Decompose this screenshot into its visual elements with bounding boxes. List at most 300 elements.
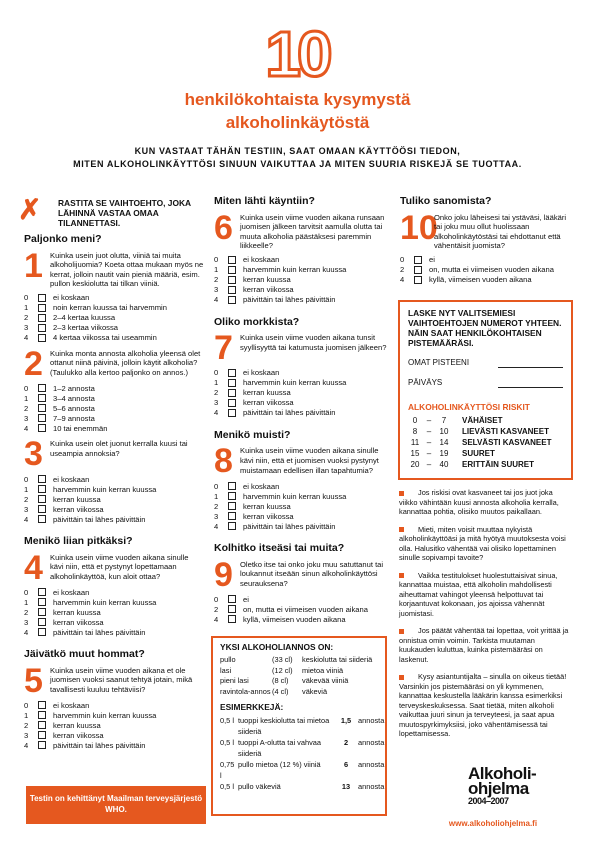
option-label: ei koskaan <box>53 700 90 710</box>
column-middle <box>214 196 390 624</box>
option-checkbox[interactable] <box>228 615 236 623</box>
option-checkbox[interactable] <box>38 485 46 493</box>
option-value: 2 <box>24 720 29 730</box>
option-checkbox[interactable] <box>38 475 46 483</box>
unit-cell: lasi <box>220 665 232 675</box>
risk-cell: – <box>426 438 432 447</box>
example-cell: pullo väkeviä <box>238 782 281 792</box>
risk-cell: SUURET <box>462 449 495 458</box>
option-label: 4 kertaa viikossa tai useammin <box>53 333 157 343</box>
answer-option[interactable] <box>24 383 204 393</box>
answer-option[interactable] <box>400 265 576 275</box>
option-label: päivittäin tai lähes päivittäin <box>243 408 336 418</box>
option-checkbox[interactable] <box>38 588 46 596</box>
option-value: 2 <box>214 275 219 285</box>
example-cell: 13 <box>341 782 351 792</box>
option-label: 2–4 kertaa kuussa <box>53 313 116 323</box>
answer-option[interactable] <box>214 491 390 501</box>
option-checkbox[interactable] <box>228 256 236 264</box>
option-checkbox[interactable] <box>228 482 236 490</box>
option-value: 1 <box>24 484 29 494</box>
question-text: Kuinka usein viime vuoden aikana runsaan juomisen jälkeen tarvitsit aamulla olutta tai muuta alkoholia päästäksesi paremmin liikkeelle? <box>240 212 385 251</box>
option-value: 4 <box>24 333 29 343</box>
option-value: 3 <box>214 285 219 295</box>
answer-option[interactable] <box>24 403 204 413</box>
option-label: harvemmin kuin kerran kuussa <box>243 378 347 388</box>
who-note-box <box>26 786 206 824</box>
option-checkbox[interactable] <box>228 369 236 377</box>
answer-option[interactable] <box>400 275 576 285</box>
option-label: kerran viikossa <box>243 285 294 295</box>
unit-row <box>220 655 378 665</box>
example-cell: pullo mietoa (12 %) viiniä <box>238 760 321 770</box>
section-heading: Miten lähti käyntiin? <box>214 195 315 207</box>
answer-option[interactable] <box>24 514 204 524</box>
option-label: ei koskaan <box>53 474 90 484</box>
option-label: harvemmin kuin kerran kuussa <box>53 597 157 607</box>
option-value: 3 <box>24 617 29 627</box>
answer-option[interactable] <box>214 388 390 398</box>
option-value: 4 <box>214 614 219 624</box>
option-label: ei <box>243 594 249 604</box>
question-section <box>214 543 390 624</box>
option-label: ei <box>429 255 435 265</box>
question-number: 10 <box>400 208 438 247</box>
option-label: kerran kuussa <box>243 388 291 398</box>
option-value: 1 <box>214 265 219 275</box>
section-heading: Jäivätkö muut hommat? <box>24 648 145 661</box>
answer-options <box>24 293 204 343</box>
option-label: 3–4 annosta <box>53 393 95 403</box>
option-label: ei koskaan <box>243 255 280 265</box>
bullet-square-icon <box>399 675 404 680</box>
example-cell: annosta <box>358 716 385 726</box>
question-block <box>24 661 204 700</box>
option-checkbox[interactable] <box>228 389 236 397</box>
option-value: 1 <box>214 491 219 501</box>
option-checkbox[interactable] <box>38 721 46 729</box>
option-value: 3 <box>24 413 29 423</box>
unit-row <box>220 687 378 697</box>
example-cell: 0,5 l <box>220 782 234 792</box>
example-cell: 0,75 l <box>220 760 235 781</box>
option-value: 0 <box>24 700 29 710</box>
option-label: kerran viikossa <box>243 511 294 521</box>
advice-text: Vaikka testitulokset huolestuttaisivat sinua, kannattaa muistaa, että alkoholin mahdollisesti aiheuttamat vahingot yleensä helpottuvat tai korjaantuvat kokonaan, jos ajoissa vähennät juomistasi. <box>399 570 558 618</box>
question-number: 5 <box>24 661 43 700</box>
answer-option[interactable] <box>214 255 390 265</box>
unit-cell: (12 cl) <box>272 665 293 675</box>
advice-item <box>399 488 571 517</box>
answer-options <box>24 383 204 433</box>
option-label: päivittäin tai lähes päivittäin <box>243 295 336 305</box>
risk-cell: 0 <box>412 416 418 425</box>
answer-option[interactable] <box>24 740 204 750</box>
risk-cell: – <box>426 427 432 436</box>
unit-row <box>220 666 378 676</box>
own-points-field[interactable] <box>498 358 563 368</box>
answer-option[interactable] <box>24 293 204 303</box>
option-label: harvemmin kuin kerran kuussa <box>53 484 157 494</box>
title-line-2: alkoholinkäytöstä <box>225 113 370 132</box>
option-checkbox[interactable] <box>228 522 236 530</box>
title-line-1: henkilökohtaista kysymystä <box>184 90 411 109</box>
risk-cell: 8 <box>412 427 418 436</box>
example-row <box>220 715 385 737</box>
example-row <box>220 781 385 792</box>
option-checkbox[interactable] <box>38 608 46 616</box>
unit-cell: väkevää viiniä <box>302 676 349 686</box>
option-checkbox[interactable] <box>414 276 422 284</box>
answer-option[interactable] <box>24 710 204 720</box>
option-value: 0 <box>400 255 405 265</box>
risk-cell: ERITTÄIN SUURET <box>462 460 534 469</box>
question-number: 9 <box>214 555 233 594</box>
question-block <box>24 435 204 474</box>
risk-cell: 15 <box>410 449 420 458</box>
bullet-square-icon <box>399 527 404 532</box>
option-value: 4 <box>24 514 29 524</box>
option-checkbox[interactable] <box>38 424 46 432</box>
option-checkbox[interactable] <box>228 595 236 603</box>
answer-option[interactable] <box>24 504 204 514</box>
option-value: 3 <box>24 504 29 514</box>
option-checkbox[interactable] <box>38 414 46 422</box>
answer-option[interactable] <box>24 597 204 607</box>
question-block <box>214 329 390 368</box>
option-label: kyllä, viimeisen vuoden aikana <box>243 614 346 624</box>
score-heading: LASKE NYT VALITSEMIESI VAIHTOEHTOJEN NUMEROT YHTEEN. NÄIN SAAT HENKILÖKOHTAISEN PISTEMÄÄRÄSI. <box>408 308 562 348</box>
option-label: 5–6 annosta <box>53 403 95 413</box>
risk-cell: 20 <box>410 460 420 469</box>
option-label: 2–3 kertaa viikossa <box>53 323 119 333</box>
option-checkbox[interactable] <box>38 334 46 342</box>
answer-option[interactable] <box>214 265 390 275</box>
risk-cell: SELVÄSTI KASVANEET <box>462 438 552 447</box>
section-heading: Kolhitko itseäsi tai muita? <box>214 542 345 555</box>
answer-option[interactable] <box>24 587 204 597</box>
question-text: Kuinka usein olet juonut kerralla kuusi tai useampia annoksia? <box>50 439 188 459</box>
option-label: kerran viikossa <box>243 398 294 408</box>
answer-option[interactable] <box>214 521 390 531</box>
answer-option[interactable] <box>214 511 390 521</box>
option-value: 2 <box>214 388 219 398</box>
option-label: on, mutta ei viimeisen vuoden aikana <box>243 604 368 614</box>
option-checkbox[interactable] <box>228 492 236 500</box>
option-label: harvemmin kuin kerran kuussa <box>53 710 157 720</box>
answer-options <box>24 474 204 524</box>
option-label: 7–9 annosta <box>53 413 95 423</box>
option-label: kerran kuussa <box>53 720 101 730</box>
answer-option[interactable] <box>24 393 204 403</box>
answer-option[interactable] <box>24 303 204 313</box>
answer-option[interactable] <box>214 368 390 378</box>
answer-option[interactable] <box>24 607 204 617</box>
question-block <box>24 548 204 587</box>
question-block <box>400 208 576 251</box>
question-block <box>24 246 204 289</box>
examples-heading: ESIMERKKEJÄ: <box>220 702 284 713</box>
risk-row <box>408 448 563 459</box>
answer-option[interactable] <box>24 730 204 740</box>
example-row <box>220 759 385 781</box>
big-number-title: 10 <box>265 18 329 90</box>
question-section <box>24 649 204 750</box>
option-value: 2 <box>24 403 29 413</box>
answer-option[interactable] <box>400 255 576 265</box>
question-block <box>214 208 390 251</box>
answer-option[interactable] <box>214 378 390 388</box>
own-points-row <box>408 358 563 368</box>
question-section <box>24 536 204 637</box>
option-checkbox[interactable] <box>38 394 46 402</box>
unit-cell: (8 cl) <box>272 676 289 686</box>
option-checkbox[interactable] <box>228 399 236 407</box>
answer-option[interactable] <box>214 285 390 295</box>
option-value: 1 <box>24 303 29 313</box>
advice-list <box>399 488 571 747</box>
cross-mark-icon: ✗ <box>18 194 42 225</box>
option-label: harvemmin kuin kerran kuussa <box>243 265 347 275</box>
option-checkbox[interactable] <box>228 605 236 613</box>
example-cell: 2 <box>343 738 349 748</box>
answer-option[interactable] <box>24 333 204 343</box>
own-points-label: OMAT PISTEENI <box>408 358 470 367</box>
answer-option[interactable] <box>214 275 390 285</box>
question-text: Onko joku läheisesi tai ystäväsi, lääkäri tai joku muu ollut huolissaan alkoholinkäytöstäsi tai ehdottanut että vähentäisit juomista? <box>434 212 567 251</box>
option-checkbox[interactable] <box>228 502 236 510</box>
question-section <box>400 196 576 285</box>
section-heading: Menikö muisti? <box>214 428 291 441</box>
option-label: kerran kuussa <box>243 275 291 285</box>
option-checkbox[interactable] <box>38 711 46 719</box>
option-checkbox[interactable] <box>228 296 236 304</box>
question-section <box>24 234 204 524</box>
answer-option[interactable] <box>24 700 204 710</box>
option-value: 0 <box>214 594 219 604</box>
option-checkbox[interactable] <box>38 598 46 606</box>
option-value: 3 <box>214 398 219 408</box>
question-section <box>214 196 390 305</box>
question-number: 4 <box>24 548 43 587</box>
option-label: 1–2 annosta <box>53 383 95 393</box>
option-checkbox[interactable] <box>38 294 46 302</box>
option-value: 2 <box>214 501 219 511</box>
option-checkbox[interactable] <box>228 286 236 294</box>
answer-option[interactable] <box>214 295 390 305</box>
answer-options <box>400 255 576 285</box>
risk-cell: – <box>426 460 432 469</box>
answer-option[interactable] <box>24 313 204 323</box>
answer-option[interactable] <box>214 604 390 614</box>
risk-cell: VÄHÄISET <box>462 416 503 425</box>
answer-option[interactable] <box>24 474 204 484</box>
question-text: Kuinka monta annosta alkoholia yleensä olet ottanut niinä päivinä, jolloin käytit alkoholia? (Taulukko alla kertoo paljonko on annos.) <box>50 348 201 378</box>
option-label: päivittäin tai lähes päivittäin <box>243 521 336 531</box>
option-label: ei koskaan <box>243 368 280 378</box>
who-note: Testin on kehittänyt Maailman terveysjärjestö WHO. <box>29 794 203 814</box>
unit-cell: (33 cl) <box>272 655 293 665</box>
option-label: harvemmin kuin kerran kuussa <box>243 491 347 501</box>
option-value: 0 <box>24 293 29 303</box>
option-value: 1 <box>24 597 29 607</box>
option-label: kerran viikossa <box>53 617 104 627</box>
column-left <box>24 234 204 750</box>
option-checkbox[interactable] <box>38 404 46 412</box>
answer-option[interactable] <box>24 494 204 504</box>
advice-item <box>399 571 571 619</box>
question-block <box>214 442 390 481</box>
advice-text: Kysy asiantuntijalta – sinulla on oikeus tietää! Varsinkin jos pistemääräsi on yli kymmenen, kannattaa keskustella lääkärin kanssa esimerkiksi terveyskeskuksessa. Saat tietää, miten alkoholi vaikuttaa juuri sinun ja terveyteesi, ja saat apua muutospyrkimyksiisi, joko vähentämisessä tai lopettamisessa. <box>399 672 567 738</box>
option-label: kerran kuussa <box>243 501 291 511</box>
option-checkbox[interactable] <box>414 266 422 274</box>
answer-option[interactable] <box>214 614 390 624</box>
risks-heading: ALKOHOLINKÄYTTÖSI RISKIT <box>408 402 530 412</box>
option-checkbox[interactable] <box>38 618 46 626</box>
option-checkbox[interactable] <box>38 505 46 513</box>
example-cell: tuoppi A-olutta tai vahvaa siideriä <box>238 738 321 759</box>
answer-option[interactable] <box>214 481 390 491</box>
answer-option[interactable] <box>214 398 390 408</box>
example-cell: 1,5 <box>340 716 352 726</box>
question-number: 6 <box>214 208 233 247</box>
answer-options <box>24 587 204 637</box>
answer-options <box>214 368 390 418</box>
option-checkbox[interactable] <box>38 304 46 312</box>
question-text: Kuinka usein viime vuoden aikana et ole juomisen vuoksi saanut tehtyä jotain, mikä tavallisesti kuuluu tehtäviisi? <box>50 665 193 694</box>
question-section <box>214 317 390 418</box>
answer-option[interactable] <box>24 627 204 637</box>
date-label: PÄIVÄYS <box>408 378 443 387</box>
answer-option[interactable] <box>214 501 390 511</box>
advice-text: Mieti, miten voisit muuttaa nykyistä alkoholinkäyttöäsi ja mitä hyötyä muutoksesta voisi olla. Halusitko vähentää vai olisiko lopettaminen sinulle sopivampi tavoite? <box>399 524 566 562</box>
option-value: 3 <box>24 730 29 740</box>
option-value: 0 <box>214 255 219 265</box>
option-value: 0 <box>214 368 219 378</box>
score-box <box>398 300 573 480</box>
column-right <box>400 196 576 285</box>
risk-cell: 10 <box>439 427 449 436</box>
advice-text: Jos päätät vähentää tai lopettaa, voit yrittää ja onnistua omin voimin. Tarkista muutaman kuukauden kuluttua, kuinka pistemääräsi on laskenut. <box>399 626 569 664</box>
example-cell: tuoppi keskiolutta tai mietoa siideriä <box>238 716 330 737</box>
section-heading: Tuliko sanomista? <box>400 195 492 207</box>
option-checkbox[interactable] <box>38 384 46 392</box>
risk-cell: 19 <box>439 449 449 458</box>
risk-row <box>408 459 563 470</box>
question-number: 2 <box>24 344 43 383</box>
date-row <box>408 378 563 388</box>
option-value: 0 <box>24 474 29 484</box>
intro-line-1: KUN VASTAAT TÄHÄN TESTIIN, SAAT OMAAN KÄYTTÖÖSI TIEDON, <box>134 146 461 156</box>
answer-options <box>214 481 390 531</box>
date-field[interactable] <box>498 378 563 388</box>
unit-cell: ravintola-annos <box>220 686 271 696</box>
section-heading: Menikö liian pitkäksi? <box>24 535 133 548</box>
answer-option[interactable] <box>24 720 204 730</box>
option-value: 0 <box>214 481 219 491</box>
option-value: 2 <box>400 265 405 275</box>
risk-cell: LIEVÄSTI KASVANEET <box>462 427 549 436</box>
question-block <box>24 344 204 383</box>
option-checkbox[interactable] <box>414 256 422 264</box>
option-checkbox[interactable] <box>228 512 236 520</box>
option-checkbox[interactable] <box>38 701 46 709</box>
option-value: 3 <box>24 323 29 333</box>
bullet-square-icon <box>399 491 404 496</box>
option-checkbox[interactable] <box>38 731 46 739</box>
answer-option[interactable] <box>24 484 204 494</box>
option-checkbox[interactable] <box>38 741 46 749</box>
option-checkbox[interactable] <box>228 409 236 417</box>
example-cell: 0,5 l <box>220 738 234 748</box>
advice-item <box>399 626 571 664</box>
answer-option[interactable] <box>214 408 390 418</box>
section-heading: Oliko morkkista? <box>214 315 300 328</box>
units-box <box>211 636 387 816</box>
option-checkbox[interactable] <box>228 276 236 284</box>
option-value: 1 <box>24 393 29 403</box>
option-checkbox[interactable] <box>228 379 236 387</box>
option-value: 0 <box>24 383 29 393</box>
intro-line-2: MITEN ALKOHOLINKÄYTTÖSI SINUUN VAIKUTTAA JA MITEN SUURIA RISKEJÄ SE TUOTTAA. <box>73 159 522 169</box>
example-cell: 0,5 l <box>220 716 234 726</box>
section-heading: Paljonko meni? <box>24 233 102 245</box>
option-checkbox[interactable] <box>38 495 46 503</box>
unit-row <box>220 676 378 686</box>
alkoholiohjelma-logo: Alkoholi- ohjelma 2004–2007 <box>468 764 537 806</box>
risk-row <box>408 426 563 437</box>
risk-row <box>408 437 563 448</box>
option-value: 2 <box>24 607 29 617</box>
question-text: Kuinka usein viime vuoden aikana tunsit syyllisyyttä tai katumusta juomisen jälkeen? <box>240 333 387 352</box>
option-label: noin kerran kuussa tai harvemmin <box>53 303 167 313</box>
question-number: 8 <box>214 442 233 481</box>
question-text: Kuinka usein viime vuoden aikana sinulle kävi niin, että et pystynyt lopettamaan alkoholinkäyttöä, kun aloit ottaa? <box>50 552 189 581</box>
answer-option[interactable] <box>24 423 204 433</box>
question-number: 3 <box>24 435 43 474</box>
units-heading: YKSI ALKOHOLIANNOS ON: <box>220 642 334 652</box>
instruction-text: RASTITA SE VAIHTOEHTO, JOKA LÄHINNÄ VASTAA OMAA TILANNETTASI. <box>58 198 191 228</box>
option-label: kerran viikossa <box>53 730 104 740</box>
option-checkbox[interactable] <box>38 314 46 322</box>
option-label: 10 tai enemmän <box>53 423 108 433</box>
advice-item <box>399 525 571 563</box>
option-checkbox[interactable] <box>228 266 236 274</box>
answer-options <box>214 594 390 624</box>
question-number: 7 <box>214 329 233 368</box>
unit-cell: pullo <box>220 655 236 665</box>
question-section <box>214 430 390 531</box>
option-label: ei koskaan <box>53 293 90 303</box>
option-checkbox[interactable] <box>38 324 46 332</box>
answer-option[interactable] <box>24 413 204 423</box>
advice-text: Jos riskisi ovat kasvaneet tai jos juot joka viikko vähintään kuusi annosta alkoholia kerralla, kannattaa pohtia, olisiko muutos paikallaan. <box>399 488 559 516</box>
question-block <box>214 555 390 594</box>
unit-cell: väkeviä <box>302 686 328 696</box>
answer-option[interactable] <box>214 594 390 604</box>
example-cell: annosta <box>358 782 385 792</box>
example-cell: annosta <box>358 738 385 748</box>
option-checkbox[interactable] <box>38 628 46 636</box>
option-value: 2 <box>214 604 219 614</box>
answer-option[interactable] <box>24 617 204 627</box>
risk-cell: – <box>426 449 432 458</box>
answer-option[interactable] <box>24 323 204 333</box>
option-checkbox[interactable] <box>38 515 46 523</box>
example-row <box>220 737 385 759</box>
website-url[interactable]: www.alkoholiohjelma.fi <box>448 819 538 828</box>
advice-item <box>399 672 571 739</box>
